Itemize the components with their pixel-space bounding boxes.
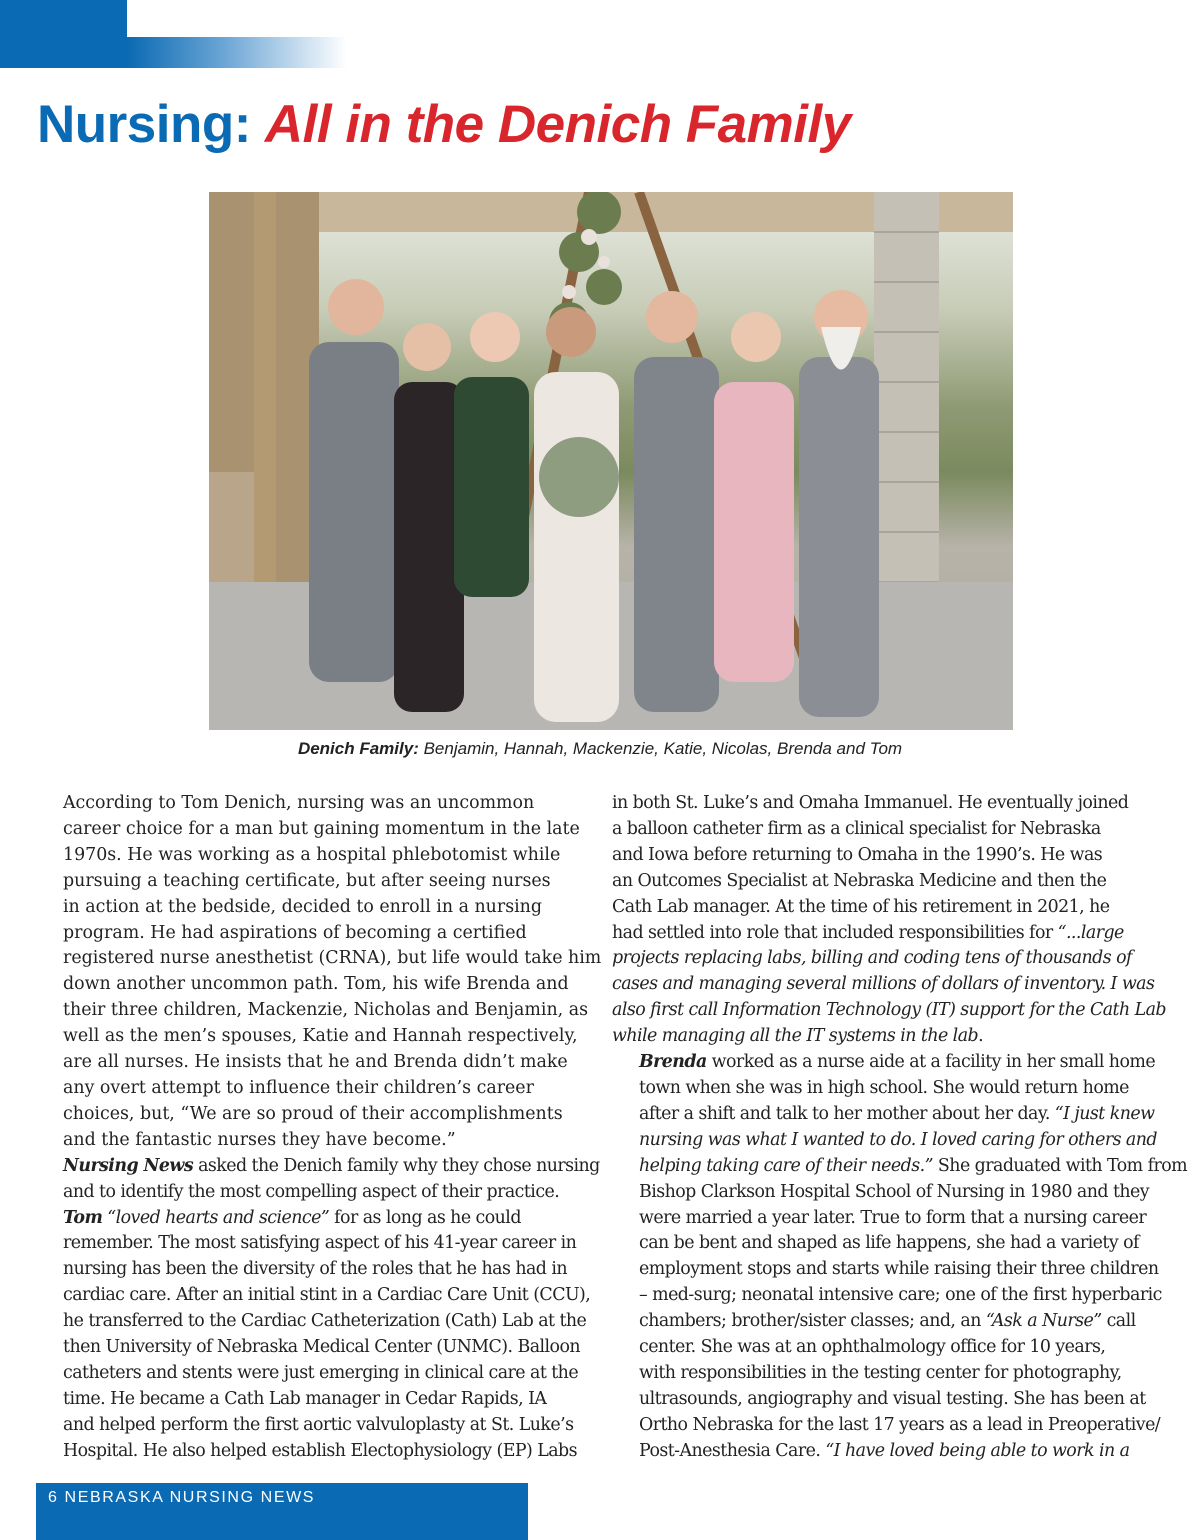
text-line [612,1024,1170,1050]
title-lead: Nursing: [37,95,251,154]
text-line: pursuing a teaching certificate, but after seeing nurses [63,870,551,891]
text-line [612,1102,1170,1128]
text-line: – med-surg; neonatal intensive care; one of the first hyperbaric [639,1285,1162,1306]
text-line: in action at the bedside, decided to enroll in a nursing [63,896,543,917]
quote: “I just knew [1054,1103,1155,1124]
text-line: Ortho Nebraska for the last 17 years as a lead in Preoperative/ [639,1414,1161,1435]
text-line: and the fantastic nurses they have become.” [63,1129,456,1150]
paragraph [612,791,1170,1050]
text-run: Post-Anesthesia Care. [639,1440,826,1461]
person-name-tom: Tom [63,1207,103,1228]
quote: “...large [1057,922,1124,943]
quote-line: nursing was what I wanted to do. I loved caring for others and [639,1129,1157,1150]
text-run: asked the Denich family why they chose nursing [193,1155,600,1176]
text-run: call [1101,1311,1136,1332]
text-line: any overt attempt to influence their children’s career [63,1077,534,1098]
text-line: an Outcomes Specialist at Nebraska Medicine and then the [612,870,1107,891]
text-line: well as the men’s spouses, Katie and Hannah respectively, [63,1026,578,1047]
text-line: 1970s. He was working as a hospital phlebotomist while [63,844,561,865]
publication-name: Nursing News [63,1155,194,1176]
text-run: . [978,1026,984,1047]
paragraph [36,1154,600,1206]
text-run: had settled into role that included responsibilities for [612,922,1058,943]
photo-caption [0,739,1200,759]
article-column-left [36,791,602,1465]
text-line: and Iowa before returning to Omaha in the 1990’s. He was [612,844,1103,865]
text-line [612,1439,1170,1465]
text-line: catheters and stents were just emerging in clinical care at the [63,1362,579,1383]
text-line: were married a year later. True to form that a nursing career [639,1207,1147,1228]
text-line [612,921,1170,947]
text-line: can be bent and shaped as life happens, she had a variety of [639,1233,1139,1254]
text-line: are all nurses. He insists that he and Brenda didn’t make [63,1052,568,1073]
paragraph [612,1050,1188,1465]
quote-line: also first call Information Technology (IT) support for the Cath Lab [612,1000,1166,1021]
person-name-brenda: Brenda [639,1052,707,1073]
quote: “Ask a Nurse” [985,1311,1102,1332]
caption-lead: Denich Family: [297,739,419,758]
text-line: town when she was in high school. She would return home [639,1077,1129,1098]
article-title [37,94,851,156]
text-run: chambers; brother/sister classes; and, an [639,1311,986,1332]
page-number: 6 [48,1489,59,1506]
text-line: choices, but, “We are so proud of their accomplishments [63,1103,563,1124]
text-line: their three children, Mackenzie, Nicholas and Benjamin, as [63,1000,589,1021]
quote: “I have loved being able to work in a [825,1440,1130,1461]
footer-label [48,1489,315,1507]
text-line: center. She was at an ophthalmology office for 10 years, [639,1337,1106,1358]
article-column-right [612,791,1188,1465]
text-line: a balloon catheter firm as a clinical specialist for Nebraska [612,818,1101,839]
text-line [36,1206,594,1232]
text-line: cardiac care. After an initial stint in a Cardiac Care Unit (CCU), [63,1285,591,1306]
text-run: worked as a nurse aide at a facility in her small home [706,1052,1156,1073]
quote: helping taking care of their needs.” [639,1155,933,1176]
quote-line: projects replacing labs, billing and coding tens of thousands of [612,948,1132,969]
title-rest: All in the Denich Family [264,95,851,154]
caption-text: Benjamin, Hannah, Mackenzie, Katie, Nicolas, Brenda and Tom [423,739,903,758]
text-line: employment stops and starts while raising their three children [639,1259,1159,1280]
text-run: She graduated with Tom from [932,1155,1188,1176]
quote-line: cases and managing several millions of dollars of inventory. I was [612,974,1155,995]
text-line [612,1309,1170,1335]
quote: “loved hearts and science” [102,1207,330,1228]
footer-bar [36,1483,528,1540]
text-line: with responsibilities in the testing center for photography, [639,1362,1122,1383]
quote: while managing all the IT systems in the lab [612,1026,979,1047]
text-line: he transferred to the Cardiac Catheterization (Cath) Lab at the [63,1311,587,1332]
text-line: and helped perform the first aortic valvuloplasty at St. Luke’s [63,1414,574,1435]
text-line: program. He had aspirations of becoming a certified [63,922,527,943]
header-gradient-bar [127,37,347,68]
text-line: down another uncommon path. Tom, his wife Brenda and [63,974,569,995]
family-photo [209,192,1013,730]
text-line: According to Tom Denich, nursing was an uncommon [63,793,535,813]
text-line [36,1154,600,1180]
text-line: registered nurse anesthetist (CRNA), but life would take him [63,948,602,969]
text-line: Bishop Clarkson Hospital School of Nursing in 1980 and they [639,1181,1150,1202]
text-run: for as long as he could [329,1207,521,1228]
paragraph [36,1206,594,1465]
text-line: and to identify the most compelling aspect of their practice. [63,1181,560,1202]
text-line [612,1154,1188,1180]
text-line: career choice for a man but gaining momentum in the late [63,818,580,839]
text-line: ultrasounds, angiography and visual testing. She has been at [639,1388,1146,1409]
text-line: time. He became a Cath Lab manager in Cedar Rapids, IA [63,1388,547,1409]
text-line: in both St. Luke’s and Omaha Immanuel. He eventually joined [612,793,1129,813]
paragraph [36,791,602,1154]
text-line: then University of Nebraska Medical Center (UNMC). Balloon [63,1337,581,1358]
publication-title: NEBRASKA NURSING NEWS [64,1489,316,1506]
text-line: Cath Lab manager. At the time of his retirement in 2021, he [612,896,1110,917]
text-line: nursing has been the diversity of the roles that he has had in [63,1259,568,1280]
text-line: Hospital. He also helped establish Electophysiology (EP) Labs [63,1440,577,1461]
text-line [612,1050,1170,1076]
header-color-block [0,0,127,68]
text-line: remember. The most satisfying aspect of his 41-year career in [63,1233,577,1254]
text-run: after a shift and talk to her mother about her day. [639,1103,1055,1124]
